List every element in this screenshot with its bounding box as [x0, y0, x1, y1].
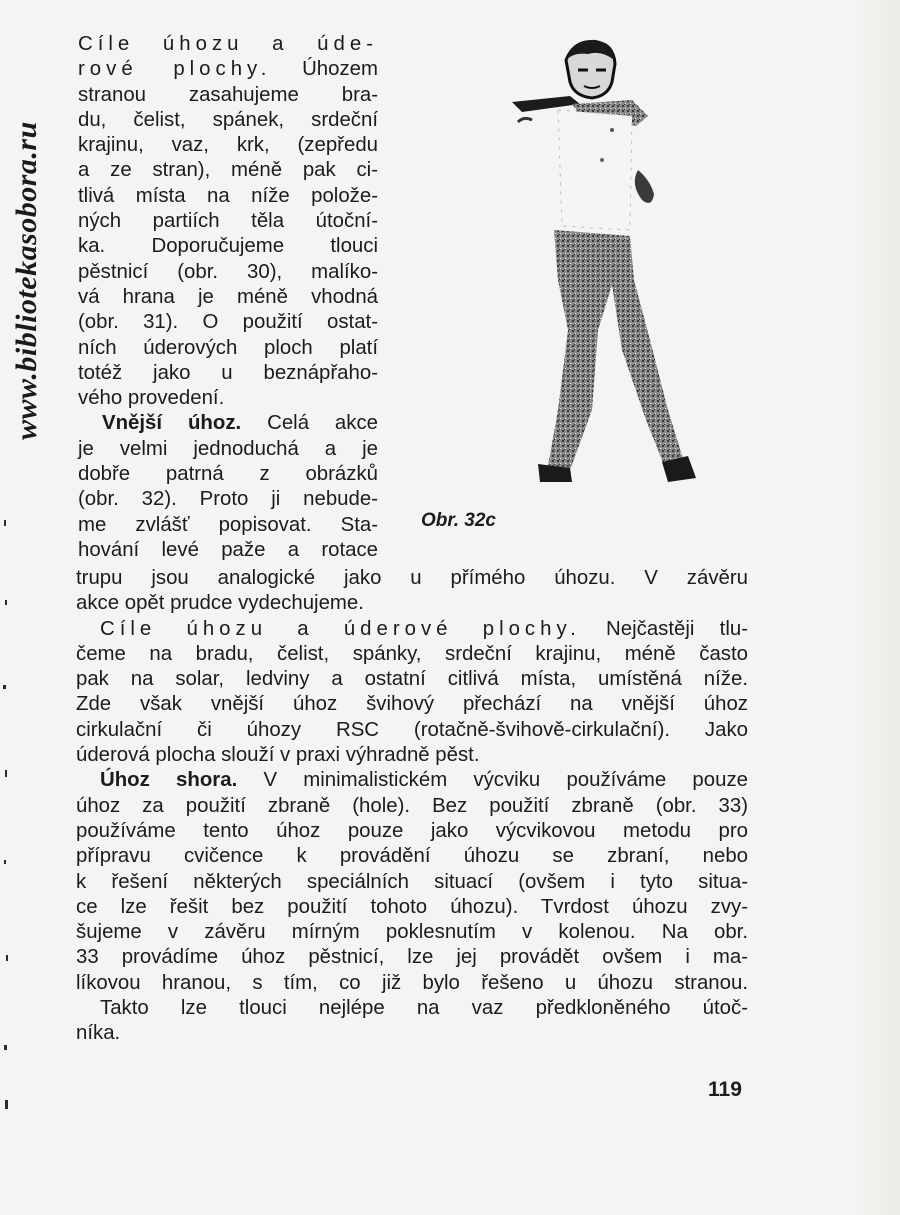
- text-segment: ce lze řešit bez použití tohoto úhozu). Tvrdost úhozu zvy-: [76, 895, 748, 918]
- text-segment: pěstnicí (obr. 30), malíko-: [78, 260, 378, 283]
- text-segment: krajinu, vaz, krk, (zepředu: [78, 134, 378, 157]
- text-segment: čeme na bradu, čelist, spánky, srdeční krajinu, méně často: [76, 642, 748, 665]
- text-segment: je velmi jednoduchá a je: [78, 437, 378, 460]
- text-line: [78, 538, 378, 563]
- spaced-heading: Cíle úhozu a úde-: [78, 33, 378, 55]
- spaced-heading: Cíle úhozu a úderové plochy.: [100, 617, 581, 640]
- text-segment: k řešení některých speciálních situací (ovšem i tyto situa-: [76, 870, 748, 893]
- text-segment: hování levé paže a rotace: [78, 538, 378, 561]
- text-segment: du, čelist, spánek, srdeční: [78, 108, 378, 131]
- text-segment: úhoz za použití zbraně (hole). Bez použití zbraně (obr. 33): [76, 794, 748, 817]
- text-line: [78, 437, 378, 462]
- text-line: [78, 513, 378, 538]
- text-segment: Zde však vnější úhoz švihový přechází na vnější úhoz: [76, 693, 748, 716]
- text-line: [76, 667, 748, 692]
- text-line: [76, 844, 748, 869]
- text-line: [78, 32, 378, 57]
- text-line: [76, 591, 748, 616]
- figure-32c-illustration: [462, 30, 712, 490]
- text-segment: Úhozem: [271, 58, 378, 81]
- text-line: [76, 617, 748, 642]
- text-line: [78, 361, 378, 386]
- figure-head: [566, 40, 615, 98]
- figure-caption: Obr. 32c: [421, 510, 496, 531]
- page-number: 119: [708, 1078, 742, 1101]
- text-segment: ních úderových ploch platí: [78, 336, 378, 359]
- text-segment: me zvlášť popisovat. Sta-: [78, 513, 378, 536]
- text-segment: šujeme v závěru mírným poklesnutím v kolenou. Na obr.: [76, 921, 748, 944]
- text-line: [78, 83, 378, 108]
- text-segment: 33 provádíme úhoz pěstnicí, lze jej provádět ovšem i ma-: [76, 946, 748, 969]
- text-segment: ných partiích těla útoční-: [78, 210, 378, 233]
- text-line: [76, 566, 748, 591]
- text-segment: (obr. 31). O použití ostat-: [78, 311, 378, 334]
- text-line: [76, 768, 748, 793]
- figure-legs: [538, 230, 696, 482]
- section-heading: Vnější úhoz.: [102, 412, 242, 435]
- text-segment: používáme tento úhoz pouze jako výcvikovou metodu pro: [76, 819, 748, 842]
- text-line: [76, 1021, 748, 1046]
- page-edge-shadow: [852, 0, 900, 1215]
- text-line: [76, 895, 748, 920]
- text-line: [78, 487, 378, 512]
- figure-torso: [558, 110, 632, 230]
- text-line: [76, 996, 748, 1021]
- column-text-block: [78, 32, 378, 563]
- spaced-heading: rové plochy.: [78, 58, 272, 81]
- text-line: [78, 285, 378, 310]
- text-line: [78, 310, 378, 335]
- text-segment: dobře patrná z obrázků: [78, 463, 378, 486]
- text-line: [76, 920, 748, 945]
- text-line: [78, 234, 378, 259]
- text-line: [78, 108, 378, 133]
- text-line: [76, 945, 748, 970]
- text-line: [78, 260, 378, 285]
- text-line: [76, 971, 748, 996]
- text-segment: Takto lze tlouci nejlépe na vaz předkloněného útoč-: [100, 997, 748, 1020]
- text-line: [76, 718, 748, 743]
- text-segment: vá hrana je méně vhodná: [78, 285, 378, 308]
- text-segment: trupu jsou analogické jako u přímého úhozu. V závěru: [76, 567, 748, 589]
- text-segment: úderová plocha slouží v praxi výhradně pěst.: [76, 744, 480, 767]
- text-line: [76, 870, 748, 895]
- text-segment: pak na solar, ledviny a ostatní citlivá místa, umístěná níže.: [76, 668, 748, 691]
- text-line: [78, 209, 378, 234]
- text-segment: přípravu cvičence k provádění úhozu se zbraní, nebo: [76, 845, 748, 868]
- watermark-text: www.bibliotekasobora.ru: [10, 121, 43, 440]
- text-line: [78, 336, 378, 361]
- text-line: [78, 184, 378, 209]
- text-segment: vého provedení.: [78, 387, 225, 410]
- text-line: [76, 692, 748, 717]
- text-line: [76, 743, 748, 768]
- text-segment: Nejčastěji tlu-: [580, 617, 748, 640]
- text-segment: níka.: [76, 1022, 121, 1045]
- text-line: [76, 819, 748, 844]
- text-line: [78, 411, 378, 436]
- text-line: [76, 642, 748, 667]
- text-segment: totéž jako u beznápřaho-: [78, 361, 378, 384]
- text-segment: ka. Doporučujeme tlouci: [78, 235, 378, 258]
- section-heading: Úhoz shora.: [100, 769, 238, 792]
- text-segment: líkovou hranou, s tím, co již bylo řešeno u úhozu stranou.: [76, 971, 748, 994]
- text-line: [78, 462, 378, 487]
- text-line: [78, 133, 378, 158]
- text-line: [76, 794, 748, 819]
- text-segment: Celá akce: [241, 412, 378, 435]
- scan-specks: [0, 440, 14, 1200]
- text-segment: tlivá místa na níže polože-: [78, 184, 378, 207]
- text-segment: cirkulační či úhozy RSC (rotačně-švihově-cirkulační). Jako: [76, 718, 748, 741]
- text-line: [78, 386, 378, 411]
- text-segment: akce opět prudce vydechujeme.: [76, 592, 364, 615]
- fullwidth-text-block: [76, 566, 748, 1047]
- text-segment: a ze stran), méně pak ci-: [78, 159, 378, 182]
- text-segment: (obr. 32). Proto ji nebude-: [78, 488, 378, 511]
- text-segment: stranou zasahujeme bra-: [78, 83, 378, 106]
- text-segment: V minimalistickém výcviku používáme pouze: [237, 769, 748, 792]
- text-line: [78, 57, 378, 82]
- text-line: [78, 158, 378, 183]
